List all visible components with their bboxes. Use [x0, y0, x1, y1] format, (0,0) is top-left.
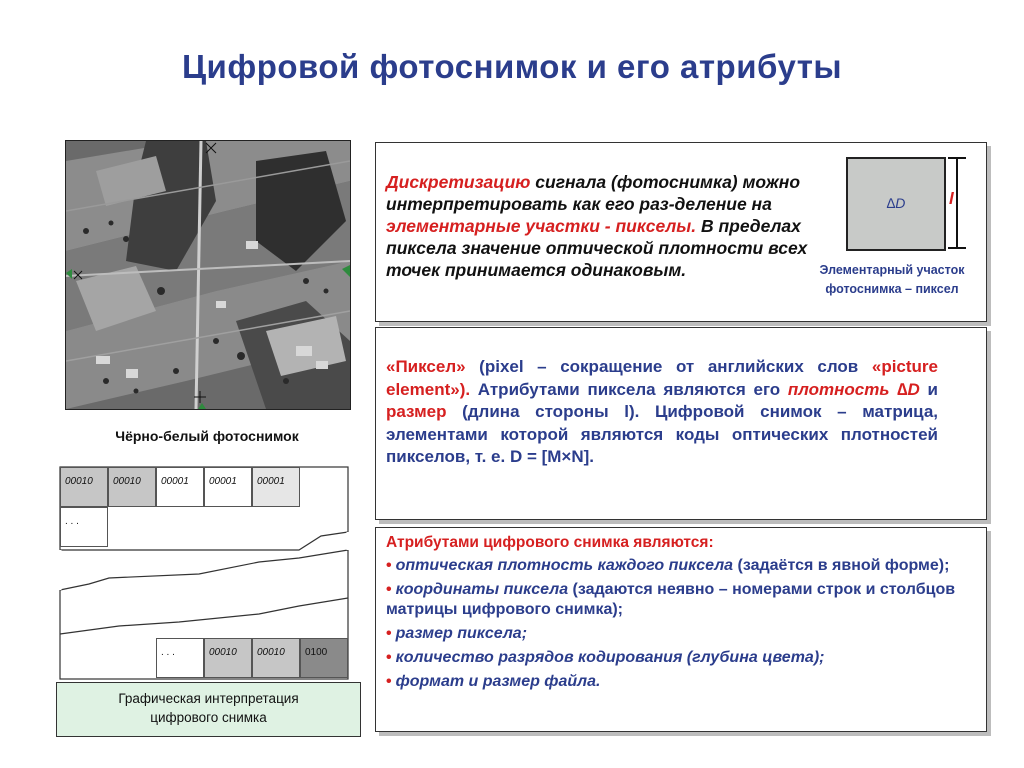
matrix-caption	[56, 682, 361, 737]
pixel-density-label: ∆D	[886, 195, 906, 211]
text-fragment: Атрибутами пиксела являются его	[470, 379, 788, 399]
list-item-note: (задаются неявно – номерами строк и столбцов матрицы цифрового снимка);	[386, 581, 956, 618]
list-item	[386, 672, 956, 692]
list-item	[386, 648, 956, 668]
list-item-term: размер пиксела;	[395, 625, 528, 642]
text-fragment: сигнала (фотоснимка) можно интерпретировать как его раз-деление на	[386, 172, 801, 214]
pixel-square-caption-line1: Элементарный участок	[819, 263, 965, 277]
matrix-ellipsis: . . .	[156, 638, 204, 678]
term-pixel: «Пиксел»	[386, 357, 466, 376]
dimension-label: l	[949, 189, 954, 208]
bullet-icon: •	[386, 581, 392, 598]
list-item	[386, 580, 956, 620]
attributes-list	[386, 556, 956, 696]
pixel-square-caption	[796, 261, 988, 299]
matrix-caption-line1: Графическая интерпретация	[118, 691, 299, 706]
attributes-panel	[375, 527, 987, 732]
pixel-square-caption-line2: фотоснимка – пиксел	[825, 282, 959, 296]
aerial-photo	[65, 140, 351, 410]
attributes-heading: Атрибутами цифрового снимка являются:	[386, 534, 714, 551]
text-fragment: (pixel – сокращение от английских слов	[465, 357, 872, 376]
matrix-cell: 00010	[108, 467, 156, 507]
term-discretization: Дискретизацию	[386, 172, 531, 192]
list-item-term: количество разрядов кодирования (глубина цвета);	[395, 649, 825, 666]
dimension-cap-bottom	[948, 247, 966, 249]
term-elementary-areas: элементарные участки - пикселы.	[386, 216, 697, 236]
list-item-term: оптическая плотность каждого пиксела	[395, 557, 734, 574]
discretization-panel	[375, 142, 987, 322]
discretization-text	[386, 171, 846, 281]
pixel-definition-panel	[375, 327, 987, 520]
list-item	[386, 624, 956, 644]
list-item-note: (задаётся в явной форме);	[733, 557, 950, 574]
matrix-caption-line2: цифрового снимка	[150, 710, 267, 725]
term-size: размер	[386, 402, 447, 421]
pixel-square	[846, 157, 946, 251]
matrix-ellipsis: . . .	[60, 507, 108, 547]
text-fragment: В пределах пиксела значение оптической плотности всех точек принимается одинаковым.	[386, 216, 808, 280]
dimension-line	[956, 157, 958, 249]
photo-caption: Чёрно-белый фотоснимок	[115, 428, 299, 444]
bullet-icon: •	[386, 673, 392, 690]
matrix-cell: 00010	[204, 638, 252, 678]
bullet-icon: •	[386, 625, 392, 642]
page-title: Цифровой фотоснимок и его атрибуты	[181, 48, 843, 85]
matrix-cell: 0100	[300, 638, 348, 678]
matrix-cell: 00010	[60, 467, 108, 507]
list-item-term: формат и размер файла.	[395, 673, 601, 690]
term-picture-element: «picture element»).	[386, 357, 938, 399]
aerial-photo-graphic	[66, 141, 350, 409]
list-item-term: координаты пиксела	[395, 581, 569, 598]
term-density: плотность ∆D	[787, 379, 920, 399]
list-item	[386, 556, 956, 576]
text-fragment: и	[919, 379, 938, 399]
matrix-cell: 00001	[252, 467, 300, 507]
matrix-cell: 00010	[252, 638, 300, 678]
pixel-definition-text	[386, 356, 938, 469]
matrix-cell: 00001	[204, 467, 252, 507]
bullet-icon: •	[386, 649, 392, 666]
matrix-cell: 00001	[156, 467, 204, 507]
matrix-diagram	[59, 466, 349, 680]
bullet-icon: •	[386, 557, 392, 574]
text-fragment: (длина стороны l). Цифровой снимок – матрица, элементами которой являются коды оптических плотностей пикселов, т. е. D = [M×N].	[386, 402, 938, 466]
dimension-cap-top	[948, 157, 966, 159]
